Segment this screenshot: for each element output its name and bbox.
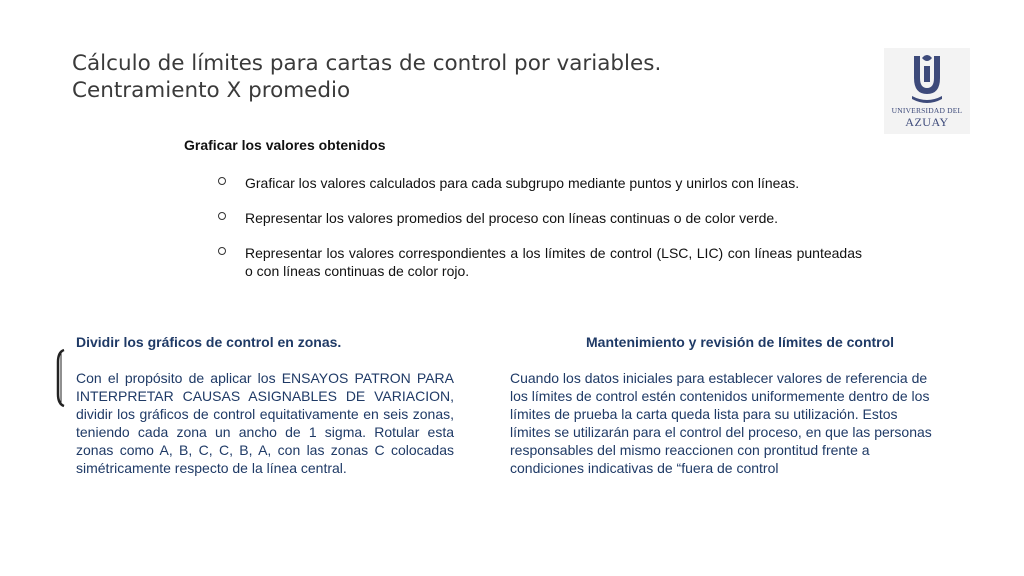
graficar-bullet-list bbox=[218, 174, 862, 297]
slide-title bbox=[72, 50, 852, 104]
slide-title-line2: Centramiento X promedio bbox=[72, 78, 351, 103]
zonas-column bbox=[76, 333, 454, 477]
bullet-circle-icon bbox=[218, 247, 226, 255]
bullet-text: Graficar los valores calculados para cada subgrupo mediante puntos y unirlos con líneas. bbox=[245, 175, 800, 191]
bullet-circle-icon bbox=[218, 212, 226, 220]
zonas-body: Con el propósito de aplicar los ENSAYOS PATRON PARA INTERPRETAR CAUSAS ASIGNABLES DE VARIACION, dividir los gráficos de control equitativamente en seis zonas, teniendo cada zona un ancho de 1 sigma. Rotular esta zonas como A, B, C, C, B, A, con las zonas C colocadas simétricamente respecto de la línea central. bbox=[76, 370, 454, 476]
bullet-circle-icon bbox=[218, 177, 226, 185]
graficar-heading: Graficar los valores obtenidos bbox=[184, 137, 386, 153]
mantenimiento-body: Cuando los datos iniciales para establecer valores de referencia de los límites de control estén contenidos uniformemente dentro de los límites de prueba la carta queda lista para su utilización. Estos límites se utilizarán para el control del proceso, en que las personas responsables del mismo reaccionen con prontitud frente a condiciones indicativas de “fuera de control bbox=[510, 370, 932, 476]
slide-title-line1: Cálculo de límites para cartas de control por variables. bbox=[72, 51, 662, 76]
bullet-text: Representar los valores correspondientes a los límites de control (LSC, LIC) con líneas punteadas o con líneas continuas de color rojo. bbox=[245, 245, 862, 279]
university-crest-icon bbox=[884, 48, 970, 106]
logo-text-line1: UNIVERSIDAD DEL bbox=[891, 106, 963, 115]
mantenimiento-heading: Mantenimiento y revisión de límites de control bbox=[586, 334, 895, 350]
list-item bbox=[218, 174, 862, 192]
decorative-bracket-icon bbox=[52, 348, 72, 408]
mantenimiento-column bbox=[510, 333, 936, 477]
bullet-text: Representar los valores promedios del proceso con líneas continuas o de color verde. bbox=[245, 210, 779, 226]
list-item bbox=[218, 244, 862, 280]
logo-text-line2: AZUAY bbox=[905, 115, 949, 129]
zonas-heading: Dividir los gráficos de control en zonas. bbox=[76, 334, 342, 350]
university-logo bbox=[884, 48, 970, 134]
list-item bbox=[218, 209, 862, 227]
